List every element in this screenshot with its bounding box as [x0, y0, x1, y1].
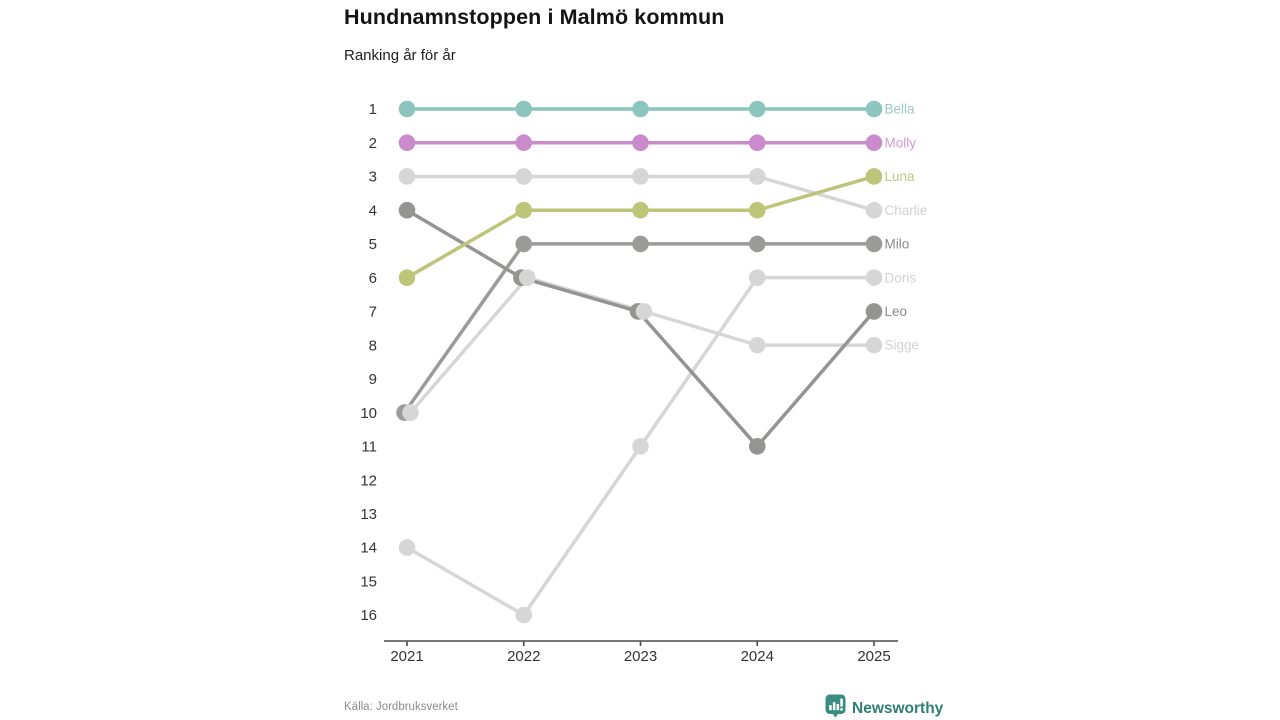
x-axis [384, 641, 898, 665]
series-dot-bella-2023 [632, 101, 649, 118]
series-end-label-milo: Milo [884, 236, 910, 252]
series-dot-doris-2022 [515, 607, 532, 624]
series-dot-leo-2021 [399, 202, 416, 219]
series-dot-molly-2022 [515, 134, 532, 151]
y-tick-label-3: 3 [368, 168, 377, 186]
series-line-milo [405, 244, 875, 413]
series-dot-luna-2025 [866, 168, 883, 185]
series-dot-luna-2022 [515, 202, 532, 219]
series-dot-charlie-2024 [749, 168, 766, 185]
series-dot-charlie-2025 [866, 202, 883, 219]
series-dot-sigge-2025 [866, 337, 883, 354]
series-dot-doris-2023 [632, 438, 649, 455]
series-dot-sigge-2022 [519, 269, 536, 286]
series-dot-molly-2023 [632, 134, 649, 151]
series-dot-sigge-2021 [402, 404, 419, 421]
series-end-label-molly: Molly [884, 135, 917, 151]
y-tick-label-10: 10 [360, 404, 377, 422]
series-dot-leo-2024 [749, 438, 766, 455]
series-end-label-bella: Bella [884, 101, 915, 117]
series-dots [396, 101, 882, 624]
chart-subtitle: Ranking år för år [344, 47, 456, 64]
series-dot-milo-2025 [866, 236, 883, 253]
series-dot-charlie-2023 [632, 168, 649, 185]
x-tick-label-2024: 2024 [740, 648, 774, 665]
y-tick-label-14: 14 [360, 539, 377, 557]
series-end-label-sigge: Sigge [884, 337, 920, 353]
series-dot-milo-2024 [749, 236, 766, 253]
x-tick-label-2022: 2022 [507, 648, 541, 665]
series-dot-luna-2021 [399, 269, 416, 286]
brand-footer [825, 694, 943, 720]
series-dot-luna-2024 [749, 202, 766, 219]
y-tick-label-6: 6 [368, 269, 377, 287]
series-end-label-charlie: Charlie [884, 202, 928, 218]
series-dot-luna-2023 [632, 202, 649, 219]
series-end-labels [885, 102, 928, 353]
series-dot-molly-2025 [866, 134, 883, 151]
y-tick-label-4: 4 [368, 202, 377, 220]
series-dot-milo-2023 [632, 236, 649, 253]
series-dot-molly-2024 [749, 134, 766, 151]
series-dot-milo-2022 [515, 236, 532, 253]
source-note: Källa: Jordbruksverket [344, 701, 458, 713]
page-title: Hundnamnstoppen i Malmö kommun [344, 5, 725, 29]
x-tick-label-2023: 2023 [623, 648, 658, 665]
y-tick-label-12: 12 [360, 472, 377, 490]
series-dot-doris-2021 [399, 539, 416, 556]
series-dot-bella-2021 [399, 101, 416, 118]
y-tick-label-1: 1 [368, 101, 377, 119]
series-dot-leo-2025 [866, 303, 883, 320]
x-tick-label-2021: 2021 [390, 648, 424, 665]
series-end-label-luna: Luna [884, 169, 915, 185]
brand-name: Newsworthy [852, 699, 944, 717]
series-dot-bella-2022 [515, 101, 532, 118]
y-tick-label-16: 16 [360, 607, 377, 625]
series-dot-charlie-2022 [515, 168, 532, 185]
series-dot-charlie-2021 [399, 168, 416, 185]
series-end-label-doris: Doris [884, 270, 917, 286]
series-dot-doris-2025 [866, 269, 883, 286]
y-tick-label-2: 2 [368, 134, 377, 152]
y-tick-label-7: 7 [368, 303, 377, 321]
y-tick-label-5: 5 [368, 236, 377, 254]
y-tick-label-13: 13 [360, 505, 377, 523]
x-tick-label-2025: 2025 [857, 648, 891, 665]
series-dot-sigge-2023 [636, 303, 653, 320]
series-dot-bella-2024 [749, 101, 766, 118]
y-tick-label-9: 9 [368, 371, 377, 389]
series-lines [405, 109, 875, 615]
series-dot-sigge-2024 [749, 337, 766, 354]
y-tick-label-11: 11 [361, 438, 377, 456]
series-dot-doris-2024 [749, 269, 766, 286]
y-axis-labels [360, 101, 377, 624]
y-tick-label-8: 8 [368, 337, 377, 355]
series-dot-molly-2021 [399, 134, 416, 151]
y-tick-label-15: 15 [360, 573, 377, 591]
newsworthy-logo-icon [825, 694, 846, 720]
series-dot-bella-2025 [866, 101, 883, 118]
series-end-label-leo: Leo [884, 303, 908, 319]
